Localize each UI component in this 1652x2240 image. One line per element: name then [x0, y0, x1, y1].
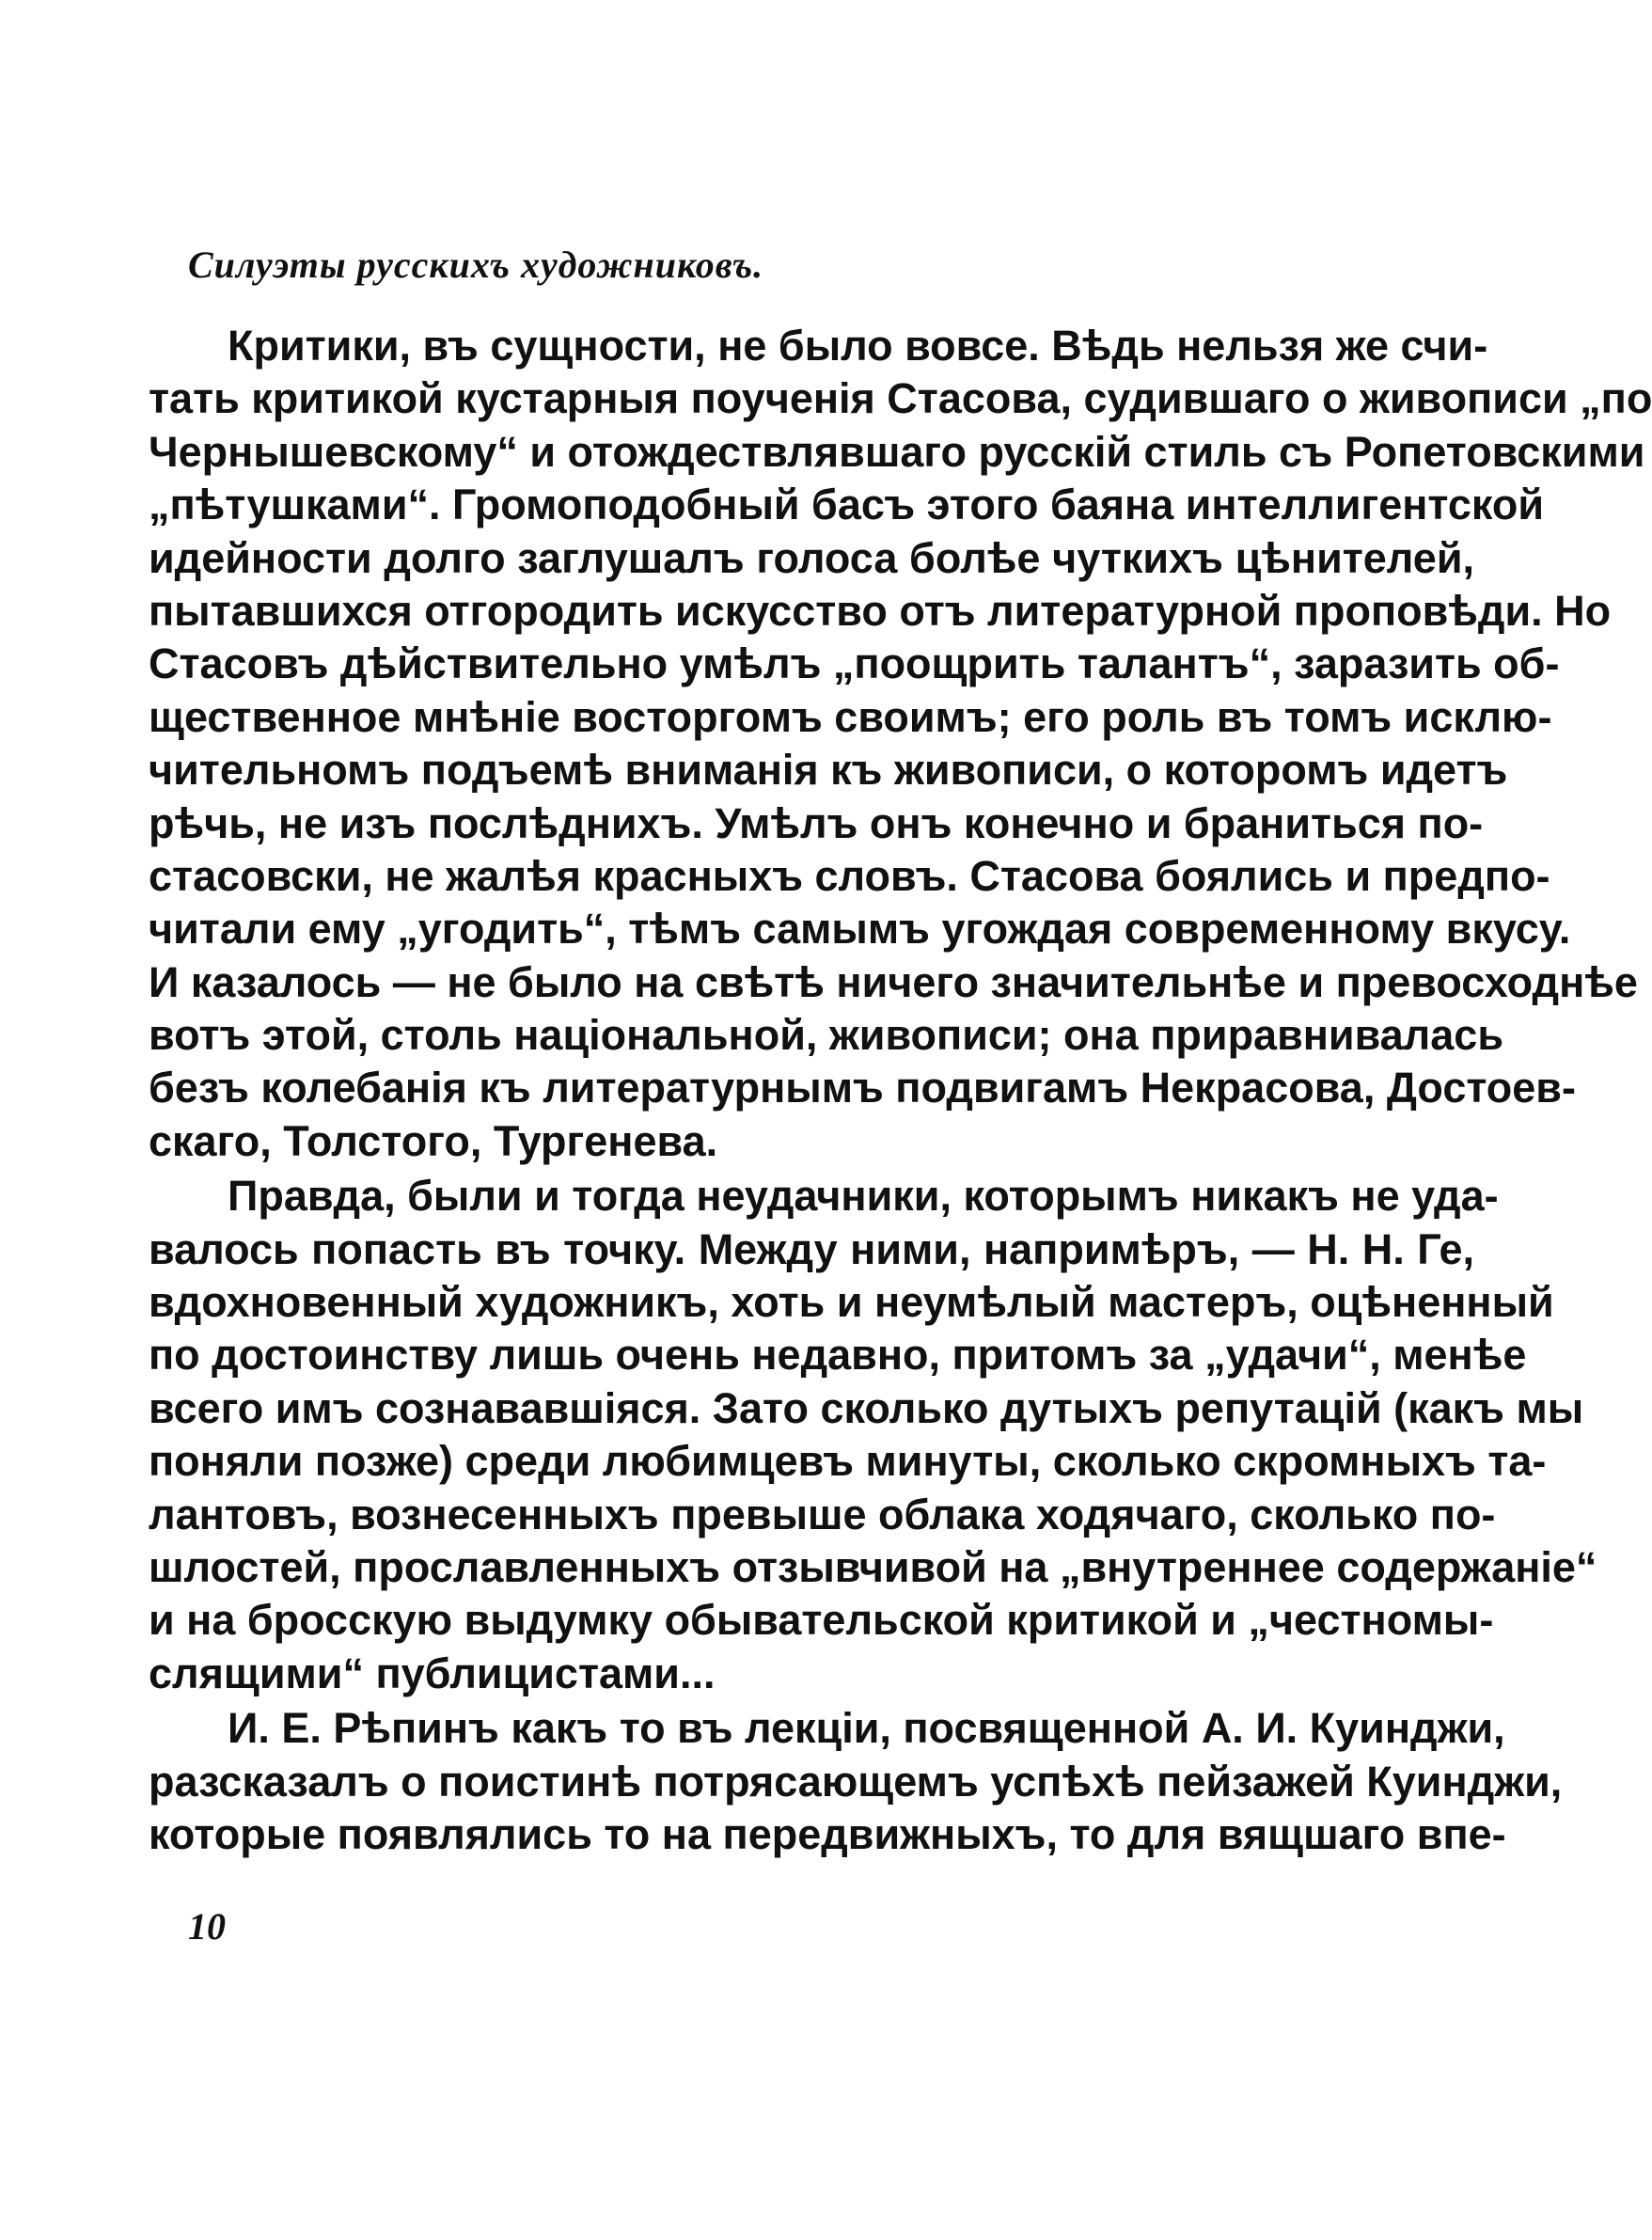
body-text [149, 320, 1652, 1861]
text-line: шлостей, прославленныхъ отзывчивой на „внутреннее содержаніе“ [149, 1542, 1597, 1591]
text-line: читали ему „угодить“, тѣмъ самымъ угождая современному вкусу. [149, 905, 1571, 954]
text-line: Правда, были и тогда неудачники, которымъ никакъ не уда- [228, 1172, 1499, 1221]
text-line: поняли позже) среди любимцевъ минуты, сколько скромныхъ та- [149, 1437, 1547, 1486]
text-line: вдохновенный художникъ, хоть и неумѣлый мастеръ, оцѣненный [149, 1278, 1554, 1327]
text-line: Критики, въ сущности, не было вовсе. Вѣдь нельзя же счи- [228, 322, 1488, 370]
text-line: и на бросскую выдумку обывательской критикой и „честномы- [149, 1596, 1494, 1645]
text-line: всего имъ сознававшіяся. Зато сколько дутыхъ репутацій (какъ мы [149, 1383, 1584, 1432]
text-line: рѣчь, не изъ послѣднихъ. Умѣлъ онъ конечно и браниться по- [149, 798, 1484, 847]
text-line: разсказалъ о поистинѣ потрясающемъ успѣхѣ пейзажей Куинджи, [149, 1757, 1563, 1806]
text-line: валось попасть въ точку. Между ними, напримѣръ, — Н. Н. Ге, [149, 1224, 1474, 1273]
page-number: 10 [188, 1905, 226, 1948]
text-line: И. Е. Рѣпинъ какъ то въ лекціи, посвященной А. И. Куинджи, [228, 1704, 1505, 1753]
text-line: вотъ этой, столь національной, живописи; она приравнивалась [149, 1011, 1503, 1060]
text-line: чительномъ подъемѣ вниманія къ живописи, о которомъ идетъ [149, 746, 1508, 795]
text-line: лантовъ, вознесенныхъ превыше облака ходячаго, сколько по- [149, 1490, 1496, 1538]
text-line: слящими“ публицистами... [149, 1648, 716, 1697]
text-line: скаго, Толстого, Тургенева. [149, 1116, 718, 1165]
text-line: которые появлялись то на передвижныхъ, то для вящшаго впе- [149, 1809, 1506, 1858]
text-line: по достоинству лишь очень недавно, притомъ за „удачи“, менѣе [149, 1331, 1527, 1380]
text-line: И казалось — не было на свѣтѣ ничего значительнѣе и превосходнѣе [149, 957, 1638, 1006]
text-line: идейности долго заглушалъ голоса болѣе чуткихъ цѣнителей, [149, 533, 1474, 582]
running-title: Силуэты русскихъ художниковъ. [188, 244, 764, 286]
text-line: стасовски, не жалѣя красныхъ словъ. Стасова боялись и предпо- [149, 851, 1550, 900]
text-line: тать критикой кустарныя поученія Стасова, судившаго о живописи „по [149, 374, 1652, 423]
text-line: Стасовъ дѣйствительно умѣлъ „поощрить талантъ“, заразить об- [149, 639, 1560, 688]
text-line: „пѣтушками“. Громоподобный басъ этого баяна интеллигентской [149, 481, 1544, 529]
text-line: щественное мнѣніе восторгомъ своимъ; его роль въ томъ исклю- [149, 692, 1552, 741]
text-line: Чернышевскому“ и отождествлявшаго русскій стиль съ Ропетовскими [149, 427, 1645, 476]
text-line: безъ колебанія къ литературнымъ подвигамъ Некрасова, Достоев- [149, 1064, 1576, 1112]
text-line: пытавшихся отгородить искусство отъ литературной проповѣди. Но [149, 586, 1612, 635]
